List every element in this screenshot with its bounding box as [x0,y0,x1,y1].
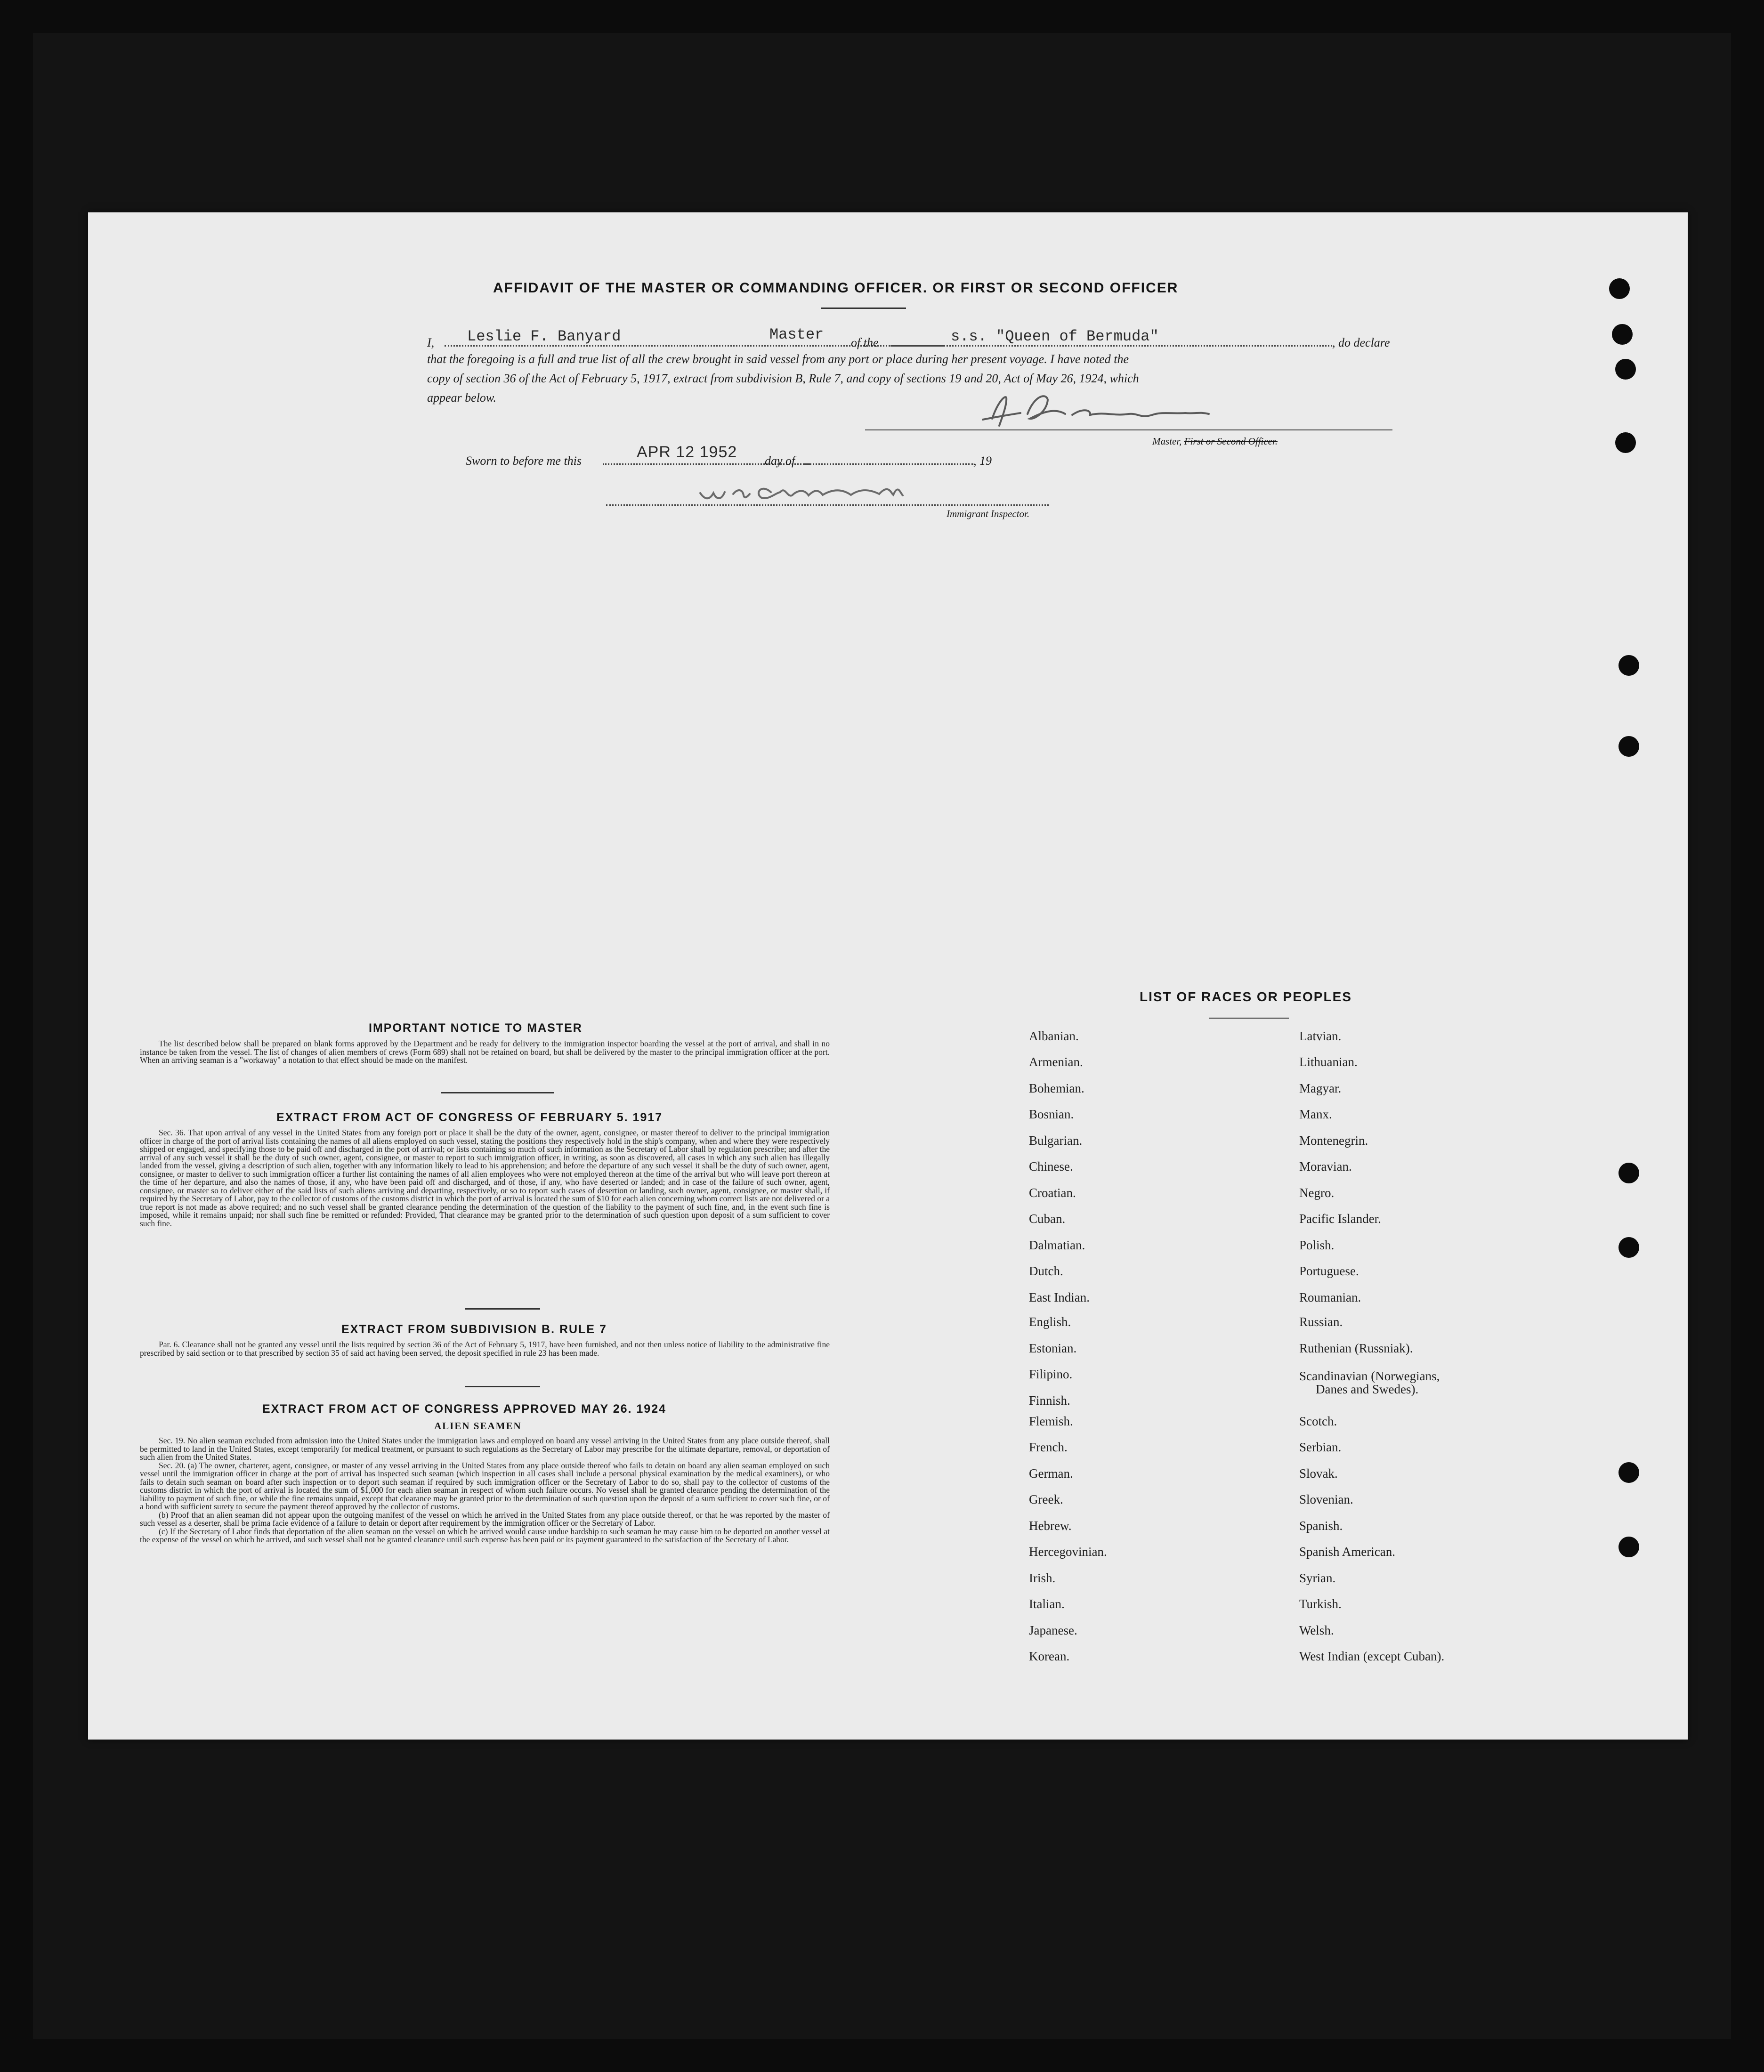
year-prefix: , 19 [973,454,992,468]
race-item: Ruthenian (Russniak). [1299,1341,1413,1355]
alien-seamen-subtitle: ALIEN SEAMEN [434,1420,522,1432]
extract-1917-title: EXTRACT FROM ACT OF CONGRESS OF FEBRUARY 5. 1917 [276,1111,663,1124]
vessel-field-line [890,345,1332,347]
sec-20c-paragraph: (c) If the Secretary of Labor finds that deportation of the alien seaman on the vessel on which he arrived would cause undue hardship to such seaman he may cause him to be deported on another vessel at the expense of the vessel on which he arrived, and such vessel shall not be granted clearance until such expense has been paid or its payment guaranteed to the satisfaction of the Secretary of Labor. [140,1526,830,1544]
race-item: Bohemian. [1029,1081,1084,1095]
race-item: Greek. [1029,1492,1063,1506]
do-declare-label: , do declare [1332,336,1390,349]
race-item: Finnish. [1029,1393,1070,1408]
affidavit-title: AFFIDAVIT OF THE MASTER OR COMMANDING OFFICER. OR FIRST OR SECOND OFFICER [493,280,1179,296]
inspector-signature-line [606,504,1049,506]
sec-20b-paragraph: (b) Proof that an alien seaman did not appear upon the outgoing manifest of the vessel on which he arrived in the United States from any place outside thereof, or that he was reported by the master of such vessel as a deserter, shall be prima facie evidence of a failure to detain or deport after requirement by the immigration officer or the Secretary of Labor. [140,1510,830,1528]
section-divider [441,1092,554,1093]
punch-hole [1618,655,1639,676]
race-item: Spanish American. [1299,1545,1395,1559]
notice-title: IMPORTANT NOTICE TO MASTER [369,1021,583,1035]
races-title: LIST OF RACES OR PEOPLES [1140,989,1352,1004]
par-6-paragraph: Par. 6. Clearance shall not be granted any vessel until the lists required by section 36 of the Act of February 5, 1917, have been furnished, and not then unless notice of liability to the administrative fine prescribed by said section or to that prescribed by section 35 of said act having been served, the deposit specified in rule 23 has been made. [140,1340,830,1358]
race-item: Latvian. [1299,1029,1342,1043]
race-item: Chinese. [1029,1159,1073,1174]
inspector-caption: Immigrant Inspector. [947,508,1030,519]
race-item: Scandinavian (Norwegians, [1299,1369,1440,1383]
affidavit-line-2: that the foregoing is a full and true list of all the crew brought in said vessel from any port or place during her present voyage. I have noted the [427,352,1129,366]
race-item: Estonian. [1029,1341,1077,1355]
race-item: Scotch. [1299,1414,1337,1428]
race-item: Croatian. [1029,1186,1076,1200]
race-item: Armenian. [1029,1055,1083,1069]
race-item: Danes and Swedes). [1316,1382,1419,1396]
section-divider [465,1386,540,1387]
race-item: Korean. [1029,1649,1070,1663]
pronoun-label: I, [427,336,435,349]
sec-19-paragraph: Sec. 19. No alien seaman excluded from admission into the United States under the immigration laws and employed on board any vessel arriving in the United States from any place outside thereof, shall be permitted to land in the United States, except temporarily for medical treatment, or pursuant to such regulations as the Secretary of Labor may prescribe for the ultimate departure, removal, or deportation of such alien from the United States. [140,1436,830,1462]
race-item: East Indian. [1029,1290,1090,1304]
punch-hole [1615,432,1636,453]
race-item: Syrian. [1299,1571,1336,1585]
race-item: Cuban. [1029,1212,1066,1226]
notice-text [140,1040,830,1065]
race-item: West Indian (except Cuban). [1299,1649,1445,1663]
master-caption [1152,436,1278,447]
document-page [88,212,1688,1740]
race-item: French. [1029,1440,1068,1454]
race-item: Manx. [1299,1107,1332,1121]
master-caption-label: Master, [1152,436,1182,447]
race-item: Russian. [1299,1315,1343,1329]
race-item: Dalmatian. [1029,1238,1085,1252]
sec-36-paragraph: Sec. 36. That upon arrival of any vessel in the United States from any foreign port or place it shall be the duty of the owner, agent, consignee, or master thereof to deliver to the principal immigration officer in charge of the port of arrival lists containing the names of all aliens employed on such vessel, stating the positions they respectively hold in the ship's company, when and where they were respectively shipped or engaged, and specifying those to be paid off and discharged in the port of arrival; or lists containing so much of such information as the Secretary of Labor shall by regulation prescribe; and after the arrival of any such vessel it shall be the duty of such owner, agent, consignee, or master to report to such immigration officer, in writing, as soon as discovered, all cases in which any such alien has illegally landed from the vessel, giving a description of such alien, together with any information likely to lead to his apprehension; and before the departure of any such vessel it shall be the duty of such owner, agent, consignee, or master to deliver to such immigration officer a further list containing the names of all alien employees who were not employed thereon at the time of the arrival but who will leave port thereon at the time of her departure, and also the names of those, if any, who have been paid off and discharged, and of those, if any, who have deserted or landed; and in case of the failure of such owner, agent, consignee, or master so to deliver either of the said lists of such aliens arriving and departing, respectively, or so to report such cases of desertion or landing, such owner, agent, consignee, or master shall, if required by the Secretary of Labor, pay to the collector of customs of the customs district in which the port of arrival is located the sum of $10 for each alien concerning whom correct lists are not delivered or a true report is not made as above required; and no such vessel shall be granted clearance pending the determination of the question of the liability to the payment of such fine, and, in the event such fine is imposed, while it remains unpaid; nor shall such fine be remitted or refunded: Provided, That clearance may be granted prior to the determination of such question upon deposit of a sum sufficient to cover such fine. [140,1128,830,1228]
race-item: Moravian. [1299,1159,1352,1174]
affidavit-line-4: appear below. [427,391,496,405]
sworn-date-stamp: APR 12 1952 [637,443,737,461]
race-item: Filipino. [1029,1367,1073,1381]
extract-rule7-text [140,1341,830,1357]
notice-paragraph: The list described below shall be prepared on blank forms approved by the Department and be ready for delivery to the immigration inspector boarding the vessel at the port of arrival, and shall in no instance be taken from the vessel. The list of changes of alien members of crews (Form 689) shall not be retained on board, but shall be delivered by the master to the principal immigration officer at the port. When an arriving seaman is a "workaway" a notation to that effect should be made on the manifest. [140,1039,830,1065]
race-item: German. [1029,1466,1073,1481]
race-item: Hercegovinian. [1029,1545,1107,1559]
sec-20a-paragraph: Sec. 20. (a) The owner, charterer, agent, consignee, or master of any vessel arriving in the United States from any place outside thereof who fails to detain on board any alien seaman employed on such vessel until the immigration officer in charge at the port of arrival has inspected such seaman (which inspection in all cases shall include a personal physical examination by the medical examiners), or who fails to detain such seaman on board after such inspection or to deport such seaman if required by such immigration officer or the Secretary of Labor to do so, shall pay to the collector of customs of the customs district in which the port of arrival is located the sum of $1,000 for each alien seaman in respect of whom such failure occurs. No vessel shall be granted clearance pending the determination of the liability to payment of such fine, or while the fine remains unpaid, except that clearance may be granted prior to the determination of such question upon the deposit of a sum sufficient to cover such fine, or of a bond with sufficient surety to secure the payment thereof approved by the collector of customs. [140,1460,830,1511]
race-item: Portuguese. [1299,1264,1359,1278]
punch-hole [1612,324,1633,345]
inspector-signature [691,474,964,507]
race-item: Welsh. [1299,1623,1334,1637]
punch-hole [1618,1462,1639,1483]
race-item: Bulgarian. [1029,1133,1083,1148]
race-item: Serbian. [1299,1440,1342,1454]
punch-hole [1615,359,1636,380]
master-caption-struck: First or Second Officer. [1184,436,1278,447]
day-of-label: day of [765,454,795,468]
extract-rule7-title: EXTRACT FROM SUBDIVISION B. RULE 7 [341,1323,607,1336]
punch-hole [1618,736,1639,757]
race-item: Hebrew. [1029,1519,1072,1533]
extract-1924-text [140,1437,830,1544]
master-signature-line [865,429,1392,430]
race-item: English. [1029,1315,1071,1329]
sworn-prefix: Sworn to before me this [466,454,582,468]
extract-1924-title: EXTRACT FROM ACT OF CONGRESS APPROVED MAY 26. 1924 [262,1402,667,1416]
race-item: Dutch. [1029,1264,1063,1278]
race-item: Spanish. [1299,1519,1343,1533]
punch-hole [1618,1163,1639,1183]
race-item: Slovenian. [1299,1492,1353,1506]
race-item: Montenegrin. [1299,1133,1368,1148]
race-item: Japanese. [1029,1623,1077,1637]
race-item: Bosnian. [1029,1107,1074,1121]
section-divider [465,1308,540,1310]
master-name: Leslie F. Banyard [467,328,621,345]
race-item: Polish. [1299,1238,1335,1252]
master-rank: Master [769,326,824,343]
race-item: Magyar. [1299,1081,1342,1095]
of-the-label: of the [851,336,879,349]
affidavit-line-3: copy of section 36 of the Act of February 5, 1917, extract from subdivision B, Rule 7, and copy of sections 19 and 20, Act of May 26, 1924, which [427,372,1139,385]
punch-hole [1609,278,1630,299]
race-item: Albanian. [1029,1029,1079,1043]
sworn-month-line [804,463,973,465]
race-item: Lithuanian. [1299,1055,1358,1069]
extract-1917-text [140,1129,830,1228]
races-title-divider [1209,1018,1289,1019]
race-item: Negro. [1299,1186,1335,1200]
race-item: Slovak. [1299,1466,1338,1481]
race-item: Italian. [1029,1597,1065,1611]
race-item: Turkish. [1299,1597,1342,1611]
race-item: Flemish. [1029,1414,1073,1428]
race-item: Roumanian. [1299,1290,1361,1304]
race-item: Pacific Islander. [1299,1212,1381,1226]
title-divider [821,308,906,309]
punch-hole [1618,1537,1639,1557]
race-item: Irish. [1029,1571,1056,1585]
punch-hole [1618,1237,1639,1258]
vessel-name: s.s. "Queen of Bermuda" [951,328,1159,345]
